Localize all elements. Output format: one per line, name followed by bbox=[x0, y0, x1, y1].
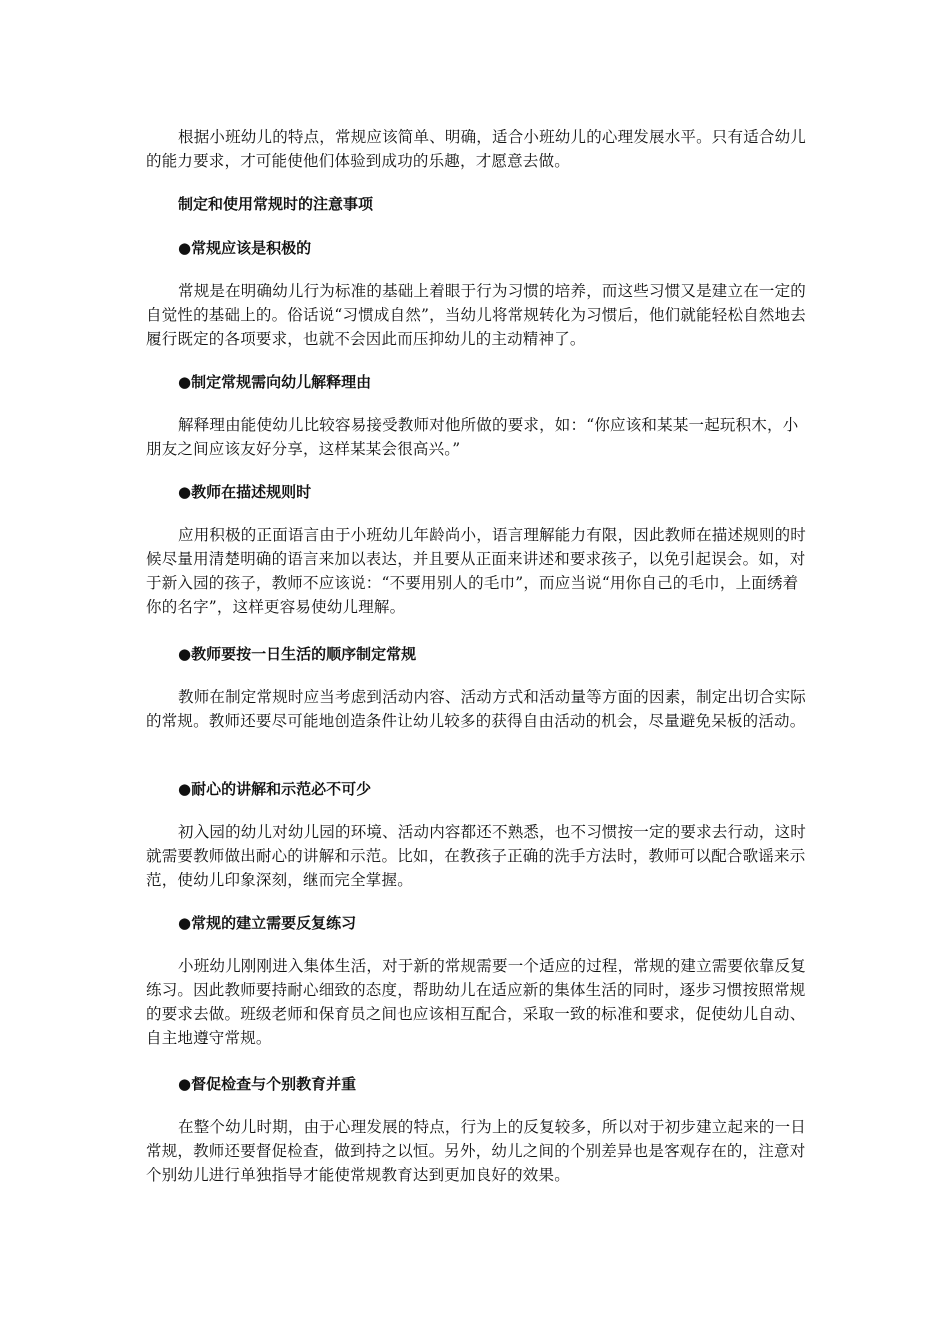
item-heading: ●督促检查与个别教育并重 bbox=[178, 1075, 357, 1093]
section-title: 制定和使用常规时的注意事项 bbox=[178, 195, 374, 213]
item-paragraph: 常规是在明确幼儿行为标准的基础上着眼于行为习惯的培养，而这些习惯又是建立在一定的自觉性的基础上的。俗话说“习惯成自然”，当幼儿将常规转化为习惯后，他们就能轻松自然地去履行既定的各项要求，也就不会因此而压抑幼儿的主动精神了。 bbox=[146, 282, 807, 348]
item-paragraph: 教师在制定常规时应当考虑到活动内容、活动方式和活动量等方面的因素，制定出切合实际的常规。教师还要尽可能地创造条件让幼儿较多的获得自由活动的机会，尽量避免呆板的活动。 bbox=[146, 688, 807, 730]
item-paragraph: 初入园的幼儿对幼儿园的环境、活动内容都还不熟悉，也不习惯按一定的要求去行动，这时就需要教师做出耐心的讲解和示范。比如，在教孩子正确的洗手方法时，教师可以配合歌谣来示范，使幼儿印象深刻，继而完全掌握。 bbox=[146, 823, 807, 889]
item-paragraph: 解释理由能使幼儿比较容易接受教师对他所做的要求，如：“你应该和某某一起玩积木，小朋友之间应该友好分享，这样某某会很高兴。” bbox=[146, 416, 799, 458]
intro-paragraph: 根据小班幼儿的特点，常规应该简单、明确，适合小班幼儿的心理发展水平。只有适合幼儿的能力要求，才可能使他们体验到成功的乐趣，才愿意去做。 bbox=[146, 128, 807, 170]
item-paragraph: 小班幼儿刚刚进入集体生活，对于新的常规需要一个适应的过程，常规的建立需要依靠反复练习。因此教师要持耐心细致的态度，帮助幼儿在适应新的集体生活的同时，逐步习惯按照常规的要求去做。班级老师和保育员之间也应该相互配合，采取一致的标准和要求，促使幼儿自动、自主地遵守常规。 bbox=[146, 957, 807, 1047]
item-heading: ●教师要按一日生活的顺序制定常规 bbox=[178, 645, 417, 663]
item-heading: ●制定常规需向幼儿解释理由 bbox=[178, 373, 372, 391]
item-heading: ●教师在描述规则时 bbox=[178, 483, 312, 501]
item-paragraph: 应用积极的正面语言由于小班幼儿年龄尚小，语言理解能力有限，因此教师在描述规则的时候尽量用清楚明确的语言来加以表达，并且要从正面来讲述和要求孩子，以免引起误会。如，对于新入园的孩子，教师不应该说：“不要用别人的毛巾”，而应当说“用你自己的毛巾，上面绣着你的名字”，这样更容易使幼儿理解。 bbox=[146, 526, 807, 616]
item-heading: ●耐心的讲解和示范必不可少 bbox=[178, 780, 372, 798]
item-heading: ●常规应该是积极的 bbox=[178, 239, 312, 257]
item-heading: ●常规的建立需要反复练习 bbox=[178, 914, 357, 932]
item-paragraph: 在整个幼儿时期，由于心理发展的特点，行为上的反复较多，所以对于初步建立起来的一日常规，教师还要督促检查，做到持之以恒。另外，幼儿之间的个别差异也是客观存在的，注意对个别幼儿进行单独指导才能使常规教育达到更加良好的效果。 bbox=[146, 1118, 807, 1184]
